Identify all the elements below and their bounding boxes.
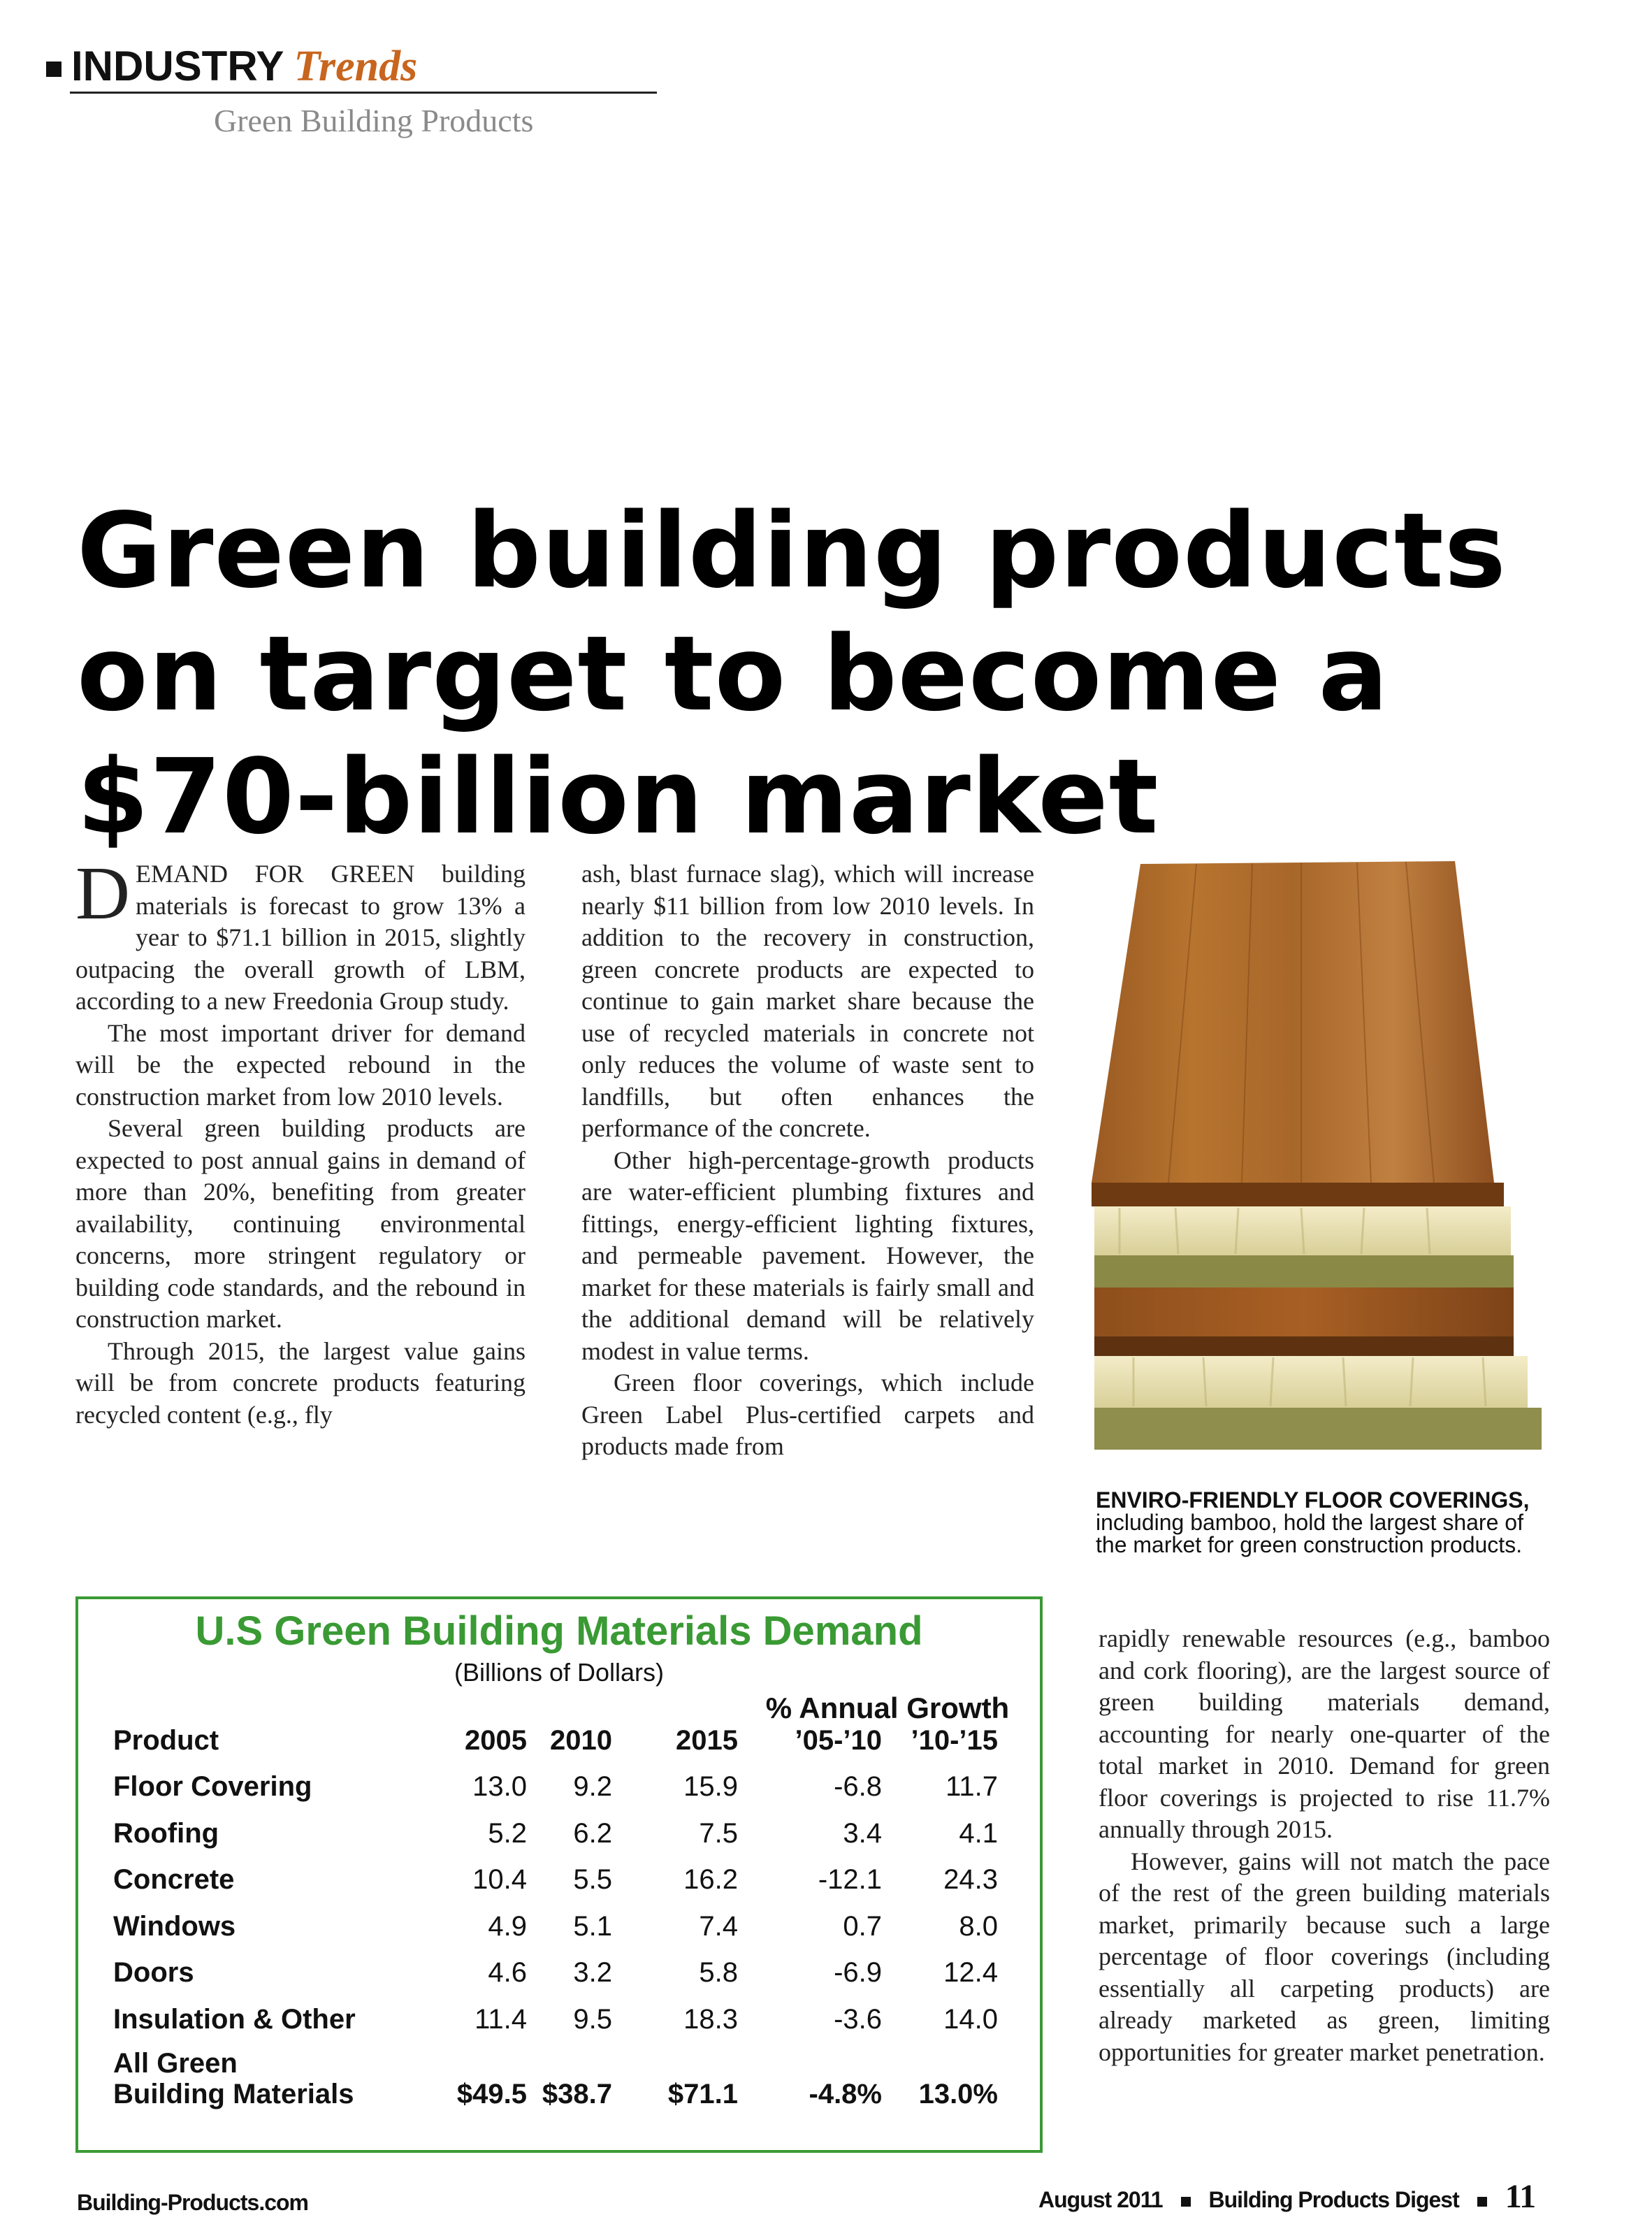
table-cell: -6.8 <box>834 1771 882 1802</box>
table-header-cell: 2015 <box>676 1725 738 1756</box>
table-header-cell: ’05-’10 <box>795 1725 882 1756</box>
table-title: U.S Green Building Materials Demand <box>195 1608 923 1654</box>
section-marker-square <box>46 62 61 77</box>
table-cell: 5.5 <box>573 1864 612 1896</box>
table-header-cell: 2005 <box>465 1725 527 1756</box>
article-paragraph: Other high-percentage-growth products are water-efficient plumbing fixtures and fittings, energy-efficient lighting fixtures, and permeable pavement. However, the market for these materials is fairly small and the additional demand will be relatively modest in value terms. <box>581 1146 1034 1365</box>
table-total-label: Building Materials <box>113 2078 354 2109</box>
article-paragraph: ash, blast furnace slag), which will increase nearly $11 billion from low 2010 levels. In addition to the recovery in construction, green concrete products are expected to continue to gain market share because the use of recycled materials in concrete not only reduces the volume of waste sent to landfills, but often enhances the performance of the concrete. <box>581 860 1034 1142</box>
photo-caption <box>1096 1489 1560 1556</box>
footer-date: August 2011 <box>1038 2187 1163 2212</box>
table-header-cell: 2010 <box>550 1725 612 1756</box>
table-row-label: Insulation & Other <box>113 2004 356 2035</box>
table-cell: -3.6 <box>834 2004 882 2035</box>
article-headline: Green building products on target to become a $70-billion market <box>77 491 1507 857</box>
table-row-label: Concrete <box>113 1864 235 1896</box>
table-cell: 11.4 <box>474 2004 527 2035</box>
table-cell: 14.0 <box>943 2004 998 2035</box>
subsection-title: Green Building Products <box>214 103 534 138</box>
table-header-cell: Product <box>113 1725 219 1756</box>
table-cell: 13.0 <box>472 1771 527 1802</box>
section-header <box>71 42 417 92</box>
table-row-label: Floor Covering <box>113 1771 312 1802</box>
article-column-3 <box>1099 1623 1550 2068</box>
table-total-cell: 13.0% <box>918 2078 998 2109</box>
table-cell: 8.0 <box>959 1910 998 1942</box>
article-paragraph: Through 2015, the largest value gains will be from concrete products featuring recycled content (e.g., fly <box>75 1336 526 1429</box>
page-number: 11 <box>1505 2178 1536 2215</box>
table-cell: 7.5 <box>699 1817 738 1849</box>
table-cell: 4.9 <box>488 1910 527 1942</box>
footer-info <box>1038 2177 1535 2216</box>
table-cell: 24.3 <box>943 1864 998 1896</box>
table-total-cell: $38.7 <box>542 2078 612 2109</box>
table-total-cell: -4.8% <box>809 2078 882 2109</box>
table-cell: 3.4 <box>843 1817 882 1849</box>
article-paragraph: However, gains will not match the pace of the rest of the green building materials market, primarily because such a large percentage of floor coverings (including essentially all carpeting products) are already marketed as green, limiting opportunities for greater market penetration. <box>1099 1847 1550 2066</box>
table-cell: 10.4 <box>472 1864 527 1896</box>
footer-separator <box>1181 2197 1191 2207</box>
table-total-label: All Green <box>113 2047 238 2079</box>
table-subtitle: (Billions of Dollars) <box>454 1658 665 1687</box>
table-cell: 9.5 <box>573 2004 612 2035</box>
table-cell: 3.2 <box>573 1957 612 1989</box>
article-column-1 <box>75 852 526 1431</box>
section-accent: Trends <box>294 43 418 90</box>
article-paragraph: The most important driver for demand will be the expected rebound in the construction market from low 2010 levels. <box>75 1018 526 1111</box>
table-cell: 0.7 <box>843 1910 882 1942</box>
table-total-cell: $71.1 <box>667 2078 738 2109</box>
table-cell: 9.2 <box>573 1771 612 1802</box>
article-paragraph: Green floor coverings, which include Green Label Plus-certified carpets and products made from <box>581 1369 1034 1460</box>
table-cell: 5.1 <box>573 1910 612 1942</box>
table-cell: 5.2 <box>488 1817 527 1849</box>
table-group-header: % Annual Growth <box>765 1691 1010 1724</box>
table-cell: 4.6 <box>488 1957 527 1989</box>
table-cell: 6.2 <box>573 1817 612 1849</box>
table-cell: -6.9 <box>834 1957 882 1989</box>
table-cell: 18.3 <box>683 2004 738 2035</box>
table-row-label: Roofing <box>113 1817 219 1849</box>
table-cell: 5.8 <box>699 1957 738 1989</box>
lead-in: EMAND FOR GREEN <box>136 860 415 888</box>
table-row-label: Doors <box>113 1957 194 1989</box>
article-column-2 <box>581 858 1034 1463</box>
article-paragraph: rapidly renewable resources (e.g., bamboo and cork flooring), are the largest source of green building materials demand, accounting for nearly one-quarter of the total market in 2010. Demand for green floor coverings is projected to rise 11.7% annually through 2015. <box>1099 1624 1550 1843</box>
table-header-cell: ’10-’15 <box>911 1725 998 1756</box>
article-paragraph <box>75 852 526 1018</box>
table-cell: -12.1 <box>818 1864 882 1896</box>
table-cell: 7.4 <box>699 1910 738 1942</box>
paragraph-text: building materials is forecast to grow 13% a year to $71.1 billion in 2015, slightly outpacing the overall growth of LBM, according to a new Freedonia Group study. <box>75 860 526 1015</box>
table-cell: 4.1 <box>959 1817 998 1849</box>
footer-website: Building-Products.com <box>77 2190 308 2215</box>
table-cell: 12.4 <box>943 1957 998 1989</box>
table-cell: 11.7 <box>945 1771 998 1802</box>
table-cell: 15.9 <box>683 1771 738 1802</box>
drop-cap: D <box>75 852 130 935</box>
footer-publication: Building Products Digest <box>1208 2187 1459 2212</box>
caption-lead: ENVIRO-FRIENDLY FLOOR COVERINGS, <box>1096 1487 1530 1513</box>
caption-text: including bamboo, hold the largest share of the market for green construction products. <box>1096 1510 1523 1557</box>
bamboo-flooring-photo <box>1092 861 1558 1461</box>
table-row-label: Windows <box>113 1910 236 1942</box>
section-name: INDUSTRY <box>71 43 284 89</box>
table-total-cell: $49.5 <box>456 2078 527 2109</box>
footer-separator <box>1477 2197 1487 2207</box>
header-rule <box>70 92 657 94</box>
article-paragraph: Several green building products are expected to post annual gains in demand of more than 20%, benefiting from greater availability, continuing environmental concerns, more stringent regulatory or building code standards, and the rebound in construction market. <box>75 1114 526 1333</box>
table-cell: 16.2 <box>683 1864 738 1896</box>
